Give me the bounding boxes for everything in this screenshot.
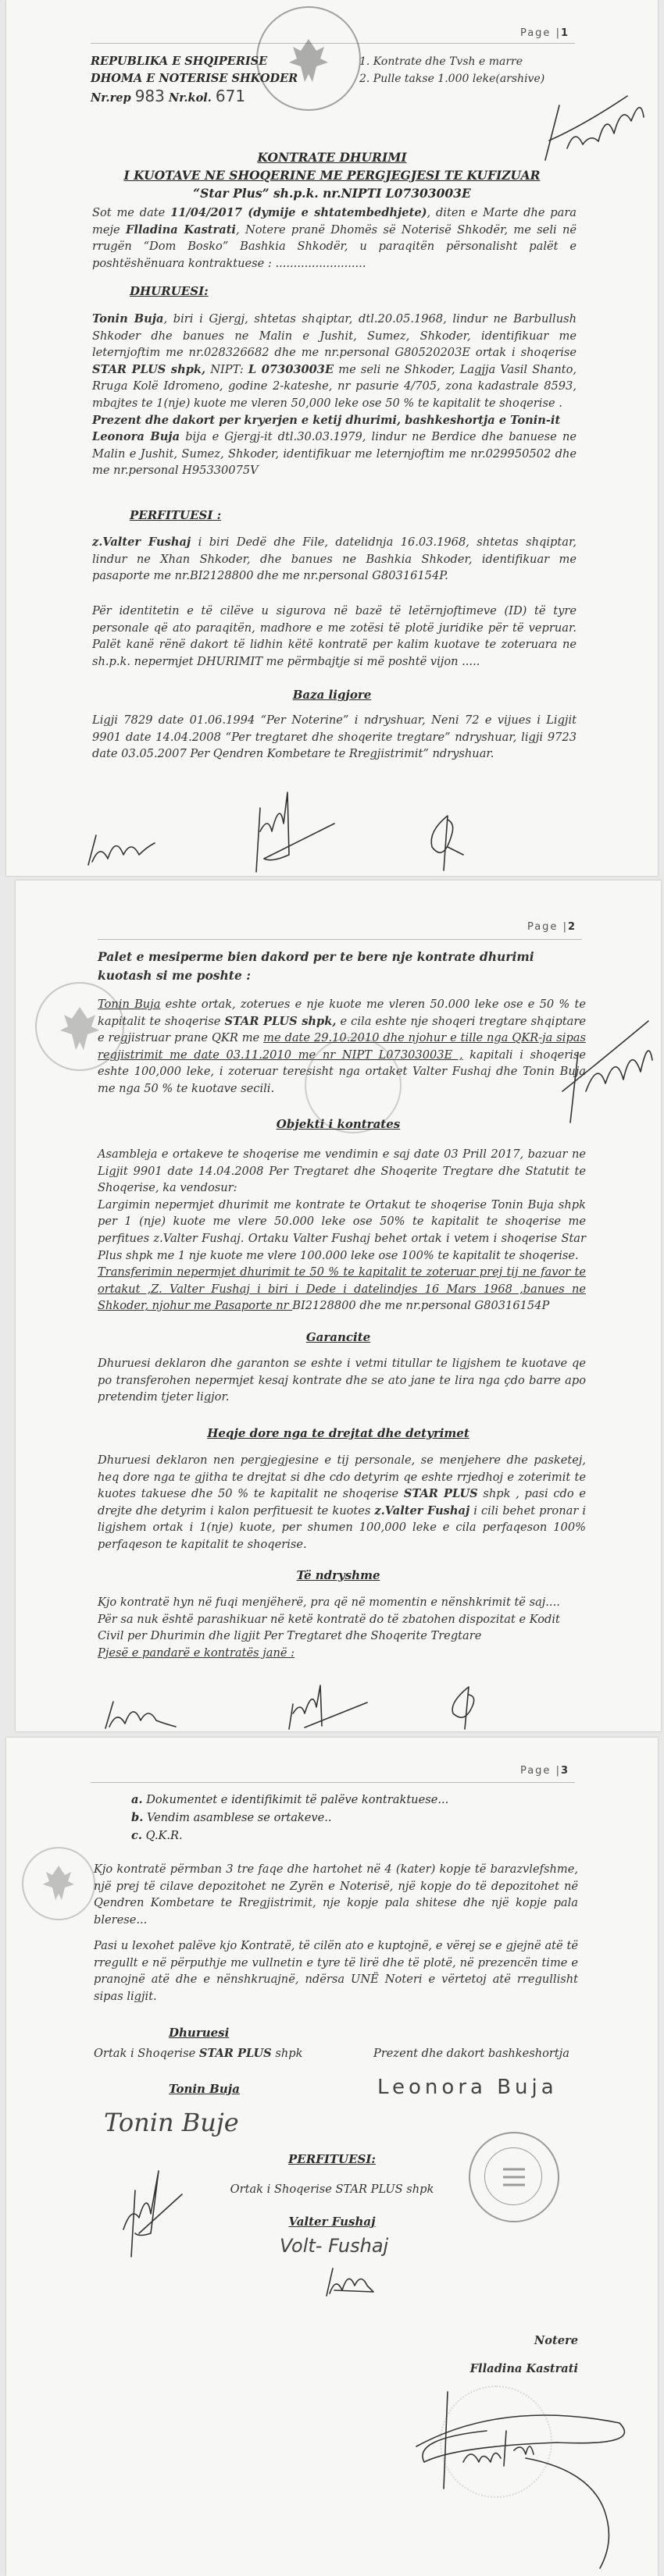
page-number: Page |2 [527,921,575,933]
intro-paragraph: Sot me date 11/04/2017 (dymije e shtatembedhjete), diten e Marte dhe para meje Flladina Kastrati, Notere pranë Dhomës së Noterisë Shkodër, me seli në rrugën “Dom Bosko” Bashkia Shkodër, u paraqitën përsonalisht palët e poshtëshënuara kontraktuese : ......................... [92,206,577,270]
legal-basis-heading: Baza ligjore [292,688,372,702]
beneficiary-heading: PERFITUESI: [288,2152,376,2166]
waiver-paragraph: Dhuruesi deklaron nen pergjegjesine e tij personale, se menjehere dhe pasketej, heq dore nga te gjitha te drejtat si dhe cdo detyrim qe eshte rrjedhoj e zoterimit te kuotes takuese dhe 50 % te kapitalit ne shoqerise STAR PLUS shpk , pasi cdo e drejte dhe detyrim i kalon perfituesit te kuotes z.Valter Fushaj i cili behet pronar i ligjshem ortak i 1(nje) kuote, per shumen 100,000 leke e cila perfaqeson 100% perfaqeson te kapitalit te shoqerise. [98,1453,587,1551]
donor-signature: Tonin Buje [104,2108,239,2137]
misc-line: Kjo kontratë hyn në fuqi menjëherë, pra që në momentin e nënshkrimit të saj.... [98,1596,560,1609]
page-number: Page |3 [519,1765,568,1777]
guarantees-paragraph: Dhuruesi deklaron dhe garanton se eshte i vetmi titullar te ligjshem te kuotave qe po transferohen nepermjet kesaj kontrate dhe se ato jane te lira nga çdo barre apo pretendim tjeter ligjor. [98,1357,586,1404]
title-line: KONTRATE DHURIMI [257,150,407,165]
page-2 [16,881,661,1731]
company-seal [469,2132,559,2222]
misc-paragraph [98,1594,586,1661]
title-line: I KUOTAVE NE SHOQERINE ME PERGJEGJESI TE KUFIZUAR [123,168,541,183]
notary-label: Notere [534,2334,578,2347]
beneficiary-initial-signature [98,1692,184,1731]
chamber-label: DHOMA E NOTERISE SHKODER [91,72,298,85]
beneficiary-signature: Volt- Fushaj [280,2235,389,2257]
ownership-paragraph: Tonin Buja eshte ortak, zoterues e nje kuote me vleren 50.000 leke ose e 50 % te kapitalit te shoqerise STAR PLUS shpk, e cila eshte nje shoqeri tregtare shqiptare e regjistruar prane QKR me me date 29.10.2010 dhe njohur e tille nga QKR-ja sipas regjistrimit me date 03.11.2010 me nr NIPT L07303003E , kapitali i shoqerise eshte 100,000 leke, i zoteruar teresisht nga ortaket Valter Fushaj dhe Tonin Buja me nga 50 % te kuotave secili. [98,998,586,1095]
spouse-initial-signature [420,800,475,874]
header-note: 2. Pulle takse 1.000 leke(arshive) [359,73,545,85]
header-rule [98,939,582,940]
object-heading: Objekti i kontrates [276,1117,401,1131]
identity-paragraph: Për identitetin e të cilëve u sigurova në bazë të letërnjoftimeve (ID) të tyre personale që ato paraqitën, madhore e me zotësi të plotë juridike për të vepruar. Palët kanë rënë dakort të lidhin këtë kontratë per kalim kuotave te zoteruara ne sh.p.k. nepermjet DHURIMIT me përmbajtje si më poshtë vijon ..... [92,604,577,668]
republic-label: REPUBLIKA E SHQIPERISE [91,55,268,68]
beneficiary-role: Ortak i Shoqerise STAR PLUS shpk [230,2183,434,2196]
beneficiary-initial-signature [319,2261,381,2300]
document-title [6,148,658,202]
header-left [91,53,298,107]
nr-kol-value: 671 [215,87,246,105]
annex-item: c. Q.K.R. [131,1829,183,1842]
nr-rep-value: 983 [134,87,165,105]
annex-item: a. Dokumentet e identifikimit të palëve kontraktuese... [131,1793,449,1806]
notary-initial-signature [555,1005,656,1130]
notary-signature [409,2387,643,2574]
misc-heading: Të ndryshme [296,1568,380,1582]
header-rule [91,1782,575,1783]
waiver-heading: Heqje dore nga te drejtat dhe detyrimet [207,1426,469,1440]
eagle-emblem-icon [23,1848,94,1919]
guarantees-heading: Garancite [305,1330,371,1344]
donor-name: Tonin Buja [169,2082,240,2096]
notary-seal [22,1847,95,1920]
register-numbers [91,87,298,107]
header-notes [359,53,544,87]
donor-heading: DHURUESI: [130,284,209,298]
annex-item: b. Vendim asamblese se ortakeve.. [131,1811,332,1824]
copies-paragraph: Kjo kontratë përmban 3 tre faqe dhe hartohet në 4 (kater) kopje të barazvlefshme, një prej të cilave depozitohet ne Zyrën e Noterisë, një kopje do të depozitohet në Qendren Kombetare te Rregjistrimit, nje kopje pala shitese dhe një kopje pala blerese... [94,1863,578,1927]
misc-line: Për sa nuk është parashikuar në ketë kontratë do të zbatohen dispozitat e Kodit Civil per Dhurimin dhe ligjit Per Tregtaret dhe Shoqerite Tregtare [98,1612,560,1643]
notary-name: Flladina Kastrati [469,2362,578,2375]
beneficiary-paragraph: z.Valter Fushaj i biri Dedë dhe File, datelidnja 16.03.1968, shtetas shqiptar, lindur ne Xhan Shkoder, dhe banues ne Bashkia Shkoder, identifikuar me pasaporte me nr.BI2128800 dhe me nr.personal G80316154P. [92,535,577,583]
beneficiary-initial-signature [80,820,166,870]
header-note: 1. Kontrate dhe Tvsh e marre [359,55,523,68]
donor-paragraph: Tonin Buja, biri i Gjergj, shtetas shqiptar, dtl.20.05.1968, lindur ne Barbullush Shkoder dhe banues ne Malin e Jushit, Sumez, Shkoder, identifikuar me leternjoftim me nr.028326682 dhe me nr.personal G80520203E ortak i shoqerise STAR PLUS shpk, NIPT: L 07303003E me seli ne Shkoder, Lagjja Vasil Shanto, Rruga Kolë Idromeno, godine 2-kateshe, nr pasurie 4/705, zona kadastrale 8593, mbajtes te 1(nje) kuote me vleren 50,000 leke ose 50 % te kapitalit te shoqerise . Prezent dhe dakort per kryerjen e ketij dhurimi, bashkeshortja e Tonin-it Leonora Buja bija e Gjergj-it dtl.30.03.1979, lindur ne Berdice dhe banuese ne Malin e Jushit, Sumez, Shkoder, identifikuar me leternjoftim me nr.029950502 dhe me nr.personal H95330075V [92,312,577,478]
spouse-signature: Leonora Buja [377,2076,558,2099]
misc-line: Pjesë e pandarë e kontratës janë : [98,1646,295,1660]
page-3 [6,1738,658,2576]
donor-heading: Dhuruesi [169,2026,230,2040]
object-paragraph: Asambleja e ortakeve te shoqerise me vendimin e saj date 03 Prill 2017, bazuar ne Ligjit 9901 date 14.04.2008 Per Tregtaret dhe Shoqerite Tregtare dhe Statutit te Shoqerise, ka vendosur: Largimin nepermjet dhurimit me kontrate te Ortakut te shoqerise Tonin Buja shpk per 1 (nje) kuote me vlere 50.000 leke ose 50% te kapitalit te shoqerise me perfitues z.Valter Fushaj. Ortaku Valter Fushaj behet ortak i vetem i shoqerise Star Plus shpk me 1 nje kuote me vlere 100.000 leke ose 100% te kapitalit te shoqerise. Transferimin nepermjet dhurimit te 50 % te kapitalit te zoteruar prej tij ne favor te ortakut ,Z. Valter Fushaj i biri i Dede i datelindjes 16 Mars 1968 ,banues ne Shkoder, njohur me Pasaporte nr BI2128800 dhe me nr.personal G80316154P [98,1147,586,1313]
nr-rep-label: Nr.rep [91,91,131,105]
spouse-label: Prezent dhe dakort bashkeshortja [373,2047,569,2060]
donor-initial-signature [116,2159,194,2261]
company-seal-mark-icon [470,2133,558,2221]
page-1 [6,0,658,876]
title-line: “Star Plus” sh.p.k. nr.NIPTI L07303003E [193,186,471,201]
donor-initial-signature [241,785,342,874]
legal-basis-paragraph: Ligji 7829 date 01.06.1994 “Per Noterine” i ndryshuar, Neni 72 e vijues i Ligjit 9901 date 14.04.2008 “Per tregtaret dhe shoqerite tregtare” ndryshuar, ligji 9723 date 03.05.2007 Per Qendren Kombetare te Rregjistrimit” ndryshuar. [92,713,577,761]
reading-paragraph: Pasi u lexohet palëve kjo Kontratë, të cilën ato e kuptojnë, e vërej se e gjejnë atë të rregullt e në përputhje me vullnetin e tyre të lirë dhe të plotë, në prezencën time e pranojnë atë dhe e nënshkruajnë, ndërsa UNË Noteri e vërtetoj atë rregullisht sipas ligjit. [94,1939,578,2003]
page-number: Page |1 [519,27,568,39]
nr-kol-label: Nr.kol. [168,91,212,105]
spouse-initial-signature [441,1681,496,1731]
donor-role: Ortak i Shoqerise STAR PLUS shpk [94,2047,303,2060]
beneficiary-heading: PERFITUESI : [130,508,222,522]
donor-initial-signature [273,1681,375,1731]
beneficiary-name: Valter Fushaj [288,2215,376,2229]
agreement-intro: Palet e mesiperme bien dakord per te bere nje kontrate dhurimi kuotash si me poshte : [98,949,534,983]
